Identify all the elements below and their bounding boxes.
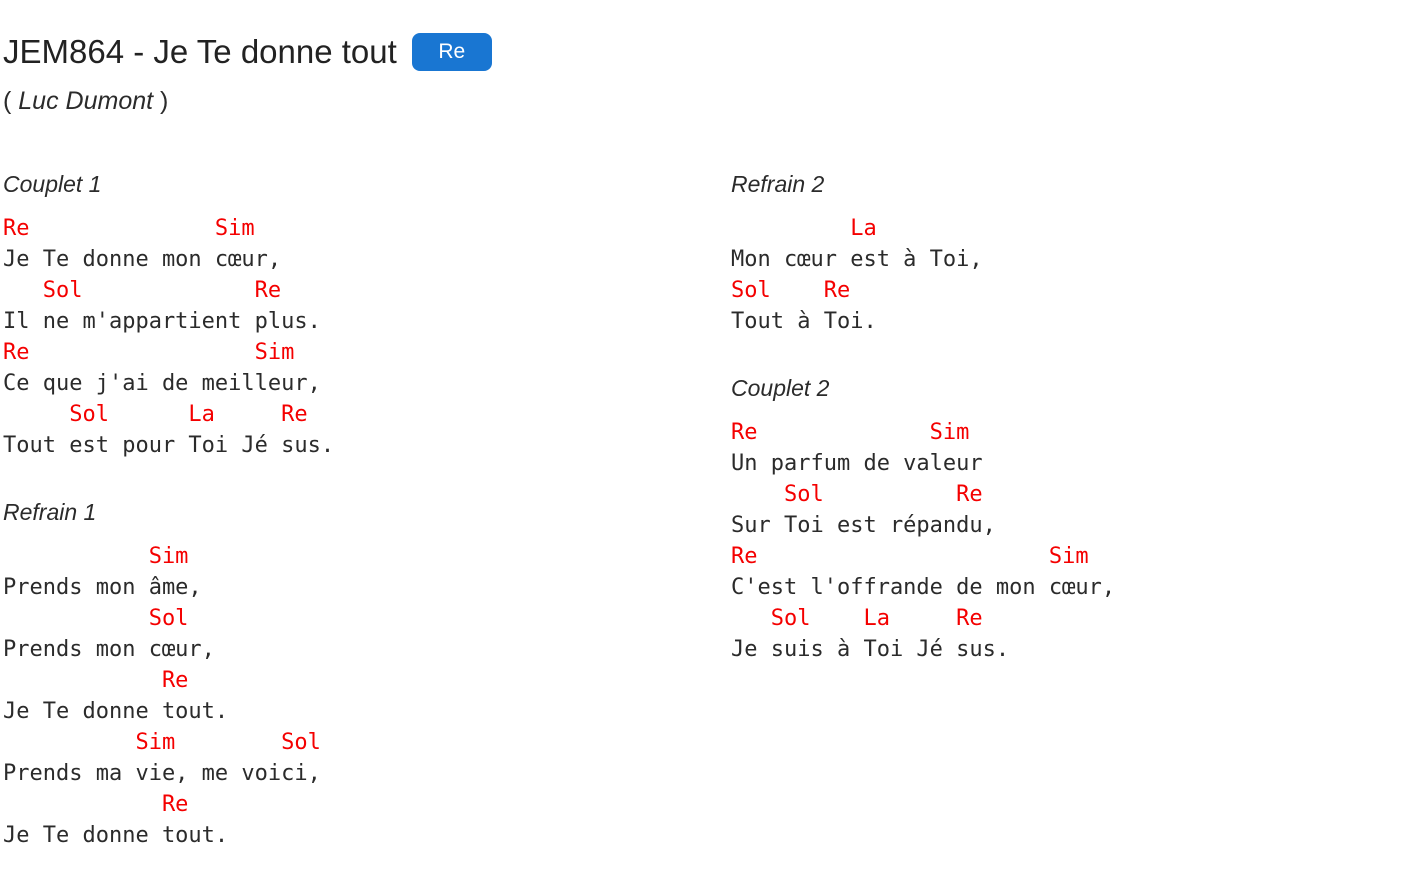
author: Luc Dumont	[18, 87, 154, 115]
title-row	[3, 32, 492, 72]
lyric-line: Je suis à Toi Jé sus.	[731, 637, 1010, 662]
lyric-line: Prends ma vie, me voici,	[3, 761, 321, 786]
column-left	[3, 169, 334, 851]
section-heading: Refrain 2	[731, 171, 825, 197]
lyric-line: C'est l'offrande de mon cœur,	[731, 575, 1116, 600]
section-heading: Couplet 1	[3, 171, 102, 197]
section-heading: Refrain 1	[3, 499, 97, 525]
lyric-line: Il ne m'appartient plus.	[3, 309, 321, 334]
lyric-line: Prends mon âme,	[3, 575, 202, 600]
chord-line: Sim Sol	[3, 730, 321, 755]
lyric-line: Tout est pour Toi Jé sus.	[3, 433, 335, 458]
chord-line: Re	[3, 792, 189, 817]
chord-line: Re Sim	[731, 544, 1089, 569]
chord-line: Re Sim	[3, 216, 255, 241]
author-paren-close: )	[153, 87, 169, 115]
lyric-line: Sur Toi est répandu,	[731, 513, 996, 538]
chord-line: Re Sim	[731, 420, 970, 445]
chord-line: Sim	[3, 544, 189, 569]
author-paren-open: (	[3, 87, 19, 115]
song-section	[731, 169, 1115, 337]
page-header	[3, 32, 492, 117]
lyric-line: Prends mon cœur,	[3, 637, 215, 662]
chord-line: Sol	[3, 606, 189, 631]
lyric-line: Mon cœur est à Toi,	[731, 247, 983, 272]
lyric-line: Je Te donne tout.	[3, 823, 229, 848]
song-lines	[3, 213, 334, 461]
lyric-line: Je Te donne mon cœur,	[3, 247, 282, 272]
section-heading: Couplet 2	[731, 375, 830, 401]
lyric-line: Un parfum de valeur	[731, 451, 983, 476]
chord-line: Sol Re	[731, 482, 983, 507]
author-line	[3, 86, 492, 117]
chord-line: Re	[3, 668, 189, 693]
song-lines	[731, 417, 1115, 665]
song-section	[731, 373, 1115, 665]
lyric-line: Ce que j'ai de meilleur,	[3, 371, 321, 396]
chord-line: Sol Re	[731, 278, 851, 303]
lyric-line: Tout à Toi.	[731, 309, 877, 334]
song-lines	[731, 213, 1115, 337]
song-section	[3, 169, 334, 461]
chord-line: Re Sim	[3, 340, 295, 365]
column-right	[731, 169, 1115, 665]
chord-line: Sol La Re	[3, 402, 308, 427]
key-button[interactable]: Re	[412, 33, 492, 71]
song-section	[3, 497, 334, 851]
lyric-line: Je Te donne tout.	[3, 699, 229, 724]
chord-line: Sol La Re	[731, 606, 983, 631]
song-lines	[3, 541, 334, 851]
chord-line: Sol Re	[3, 278, 282, 303]
chord-line: La	[731, 216, 877, 241]
page-title: JEM864 - Je Te donne tout	[3, 33, 397, 70]
